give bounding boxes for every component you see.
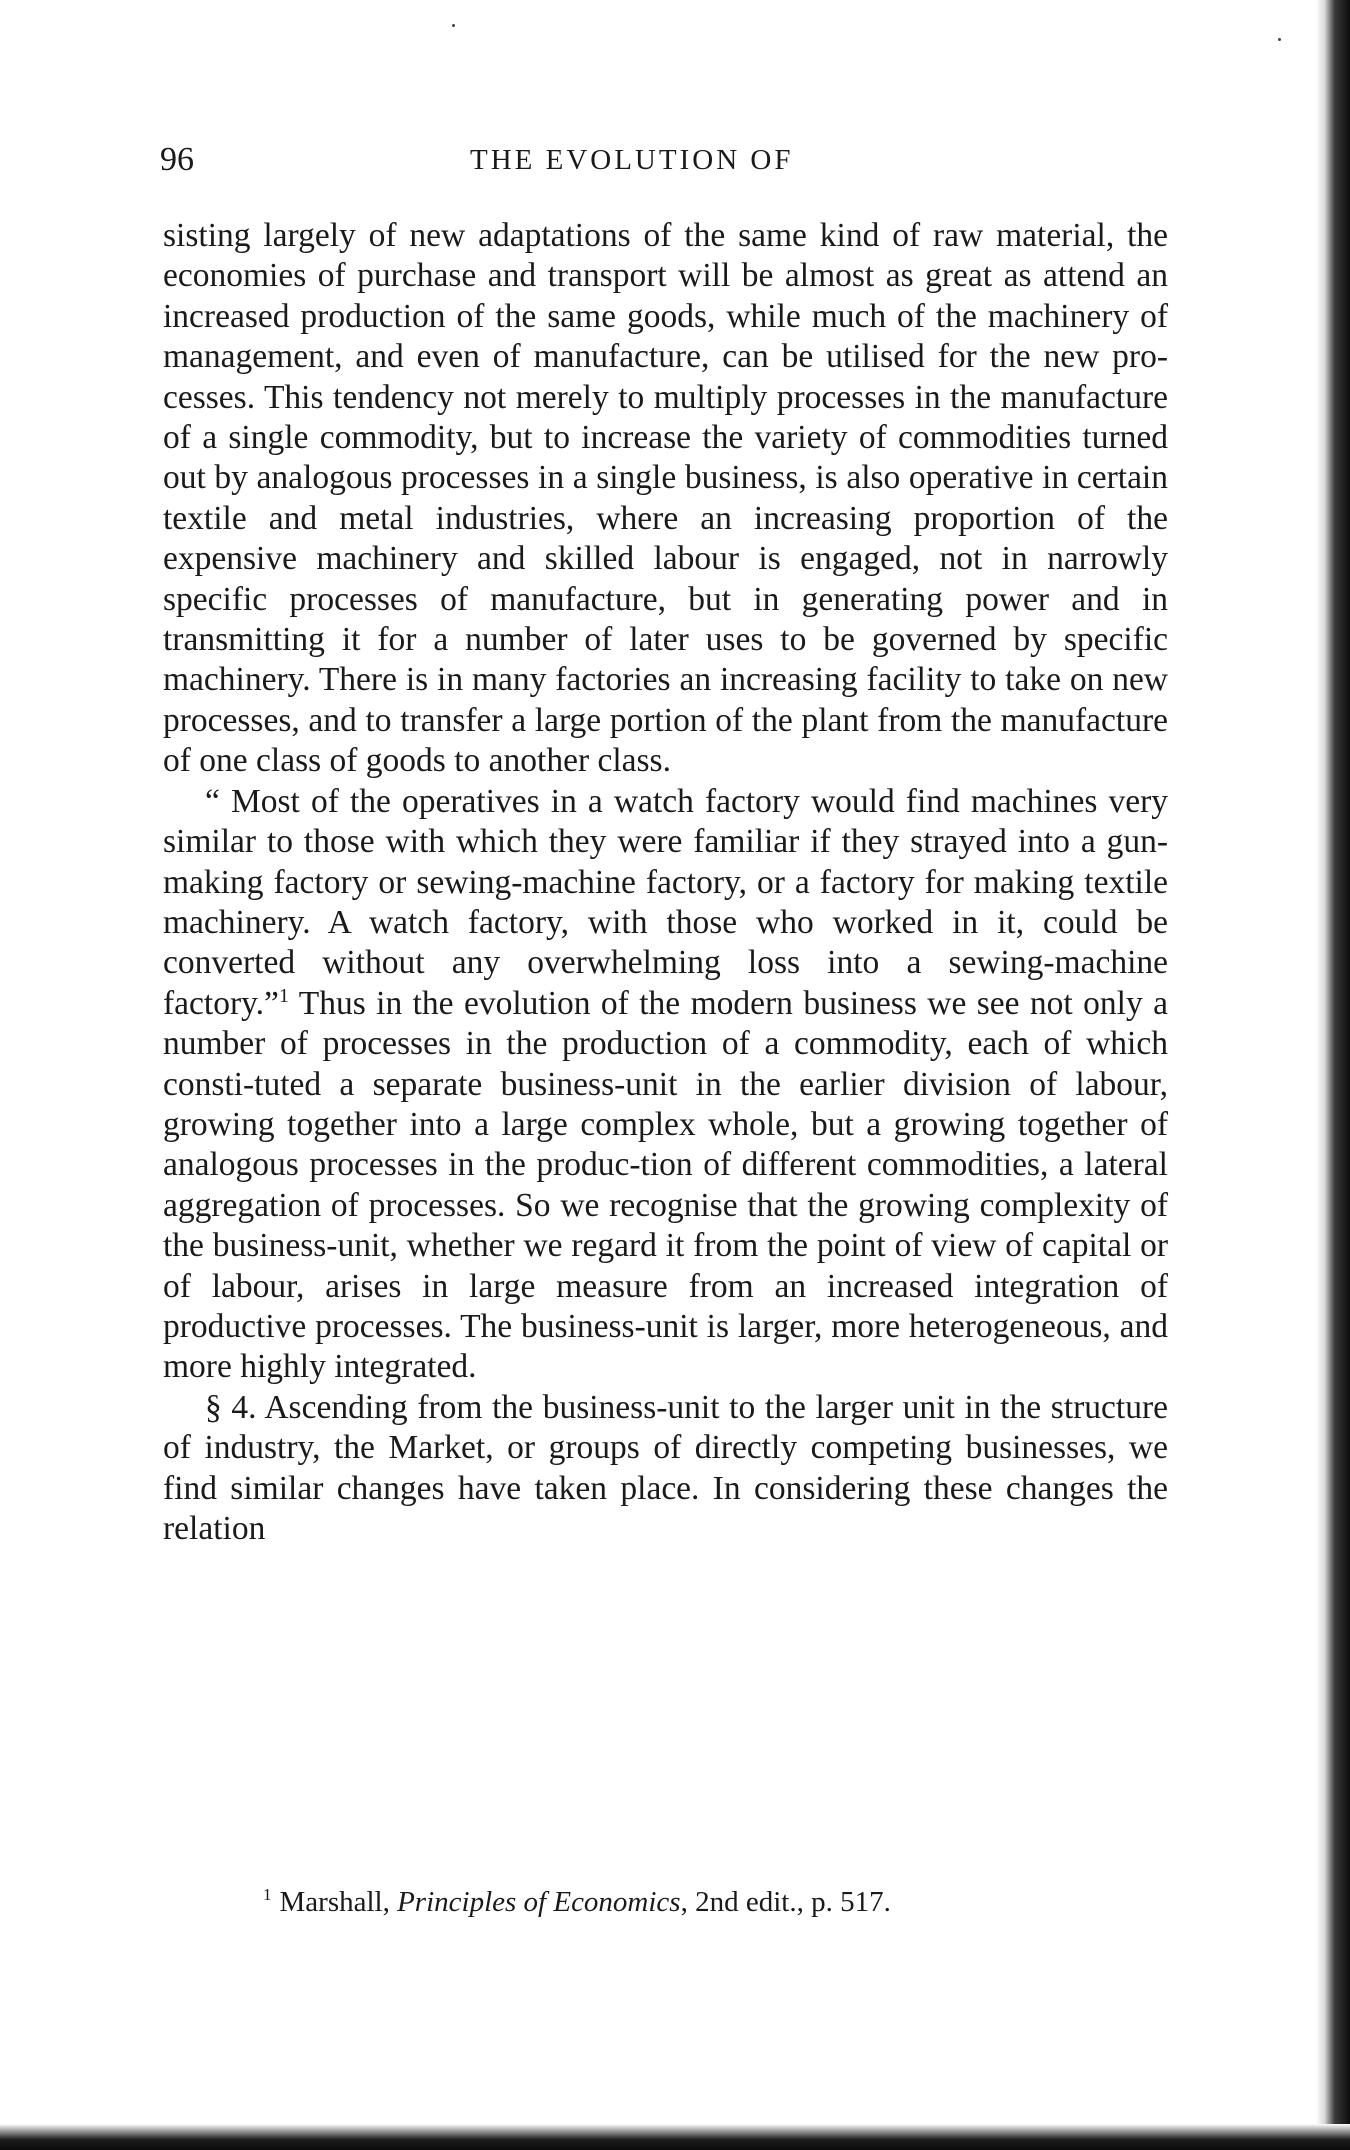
footnote (263, 1882, 1123, 1922)
quoted-passage: “ Most of the operatives in a watch factory would find machines very similar to those with which they were familiar if they strayed into a gun-making factory or sewing-machine factory, or a factory for making textile machinery. A watch factory, with those who worked in it, could be converted without any overwhelming loss into a sewing-machine factory.” (163, 782, 1168, 1022)
page-header (160, 135, 1170, 185)
paragraph-section-4: § 4. Ascending from the business-unit to the larger unit in the structure of industry, the Market, or groups of directly competing businesses, we find similar changes have taken place. In considering these changes the relation (163, 1388, 1168, 1547)
paragraph-text: Thus in the evolution of the modern business we see not only a number of processes in the production of a commodity, each of which consti-tuted a separate business-unit in the earlier division of labour, growing together into a large complex whole, but a growing together of analogous processes in the produc-tion of different commodities, a lateral aggregation of processes. So we recognise that the growing complexity of the business-unit, whether we regard it from the point of view of capital or of labour, arises in large measure from an increased integration of productive processes. The business-unit is larger, more heterogeneous, and more highly integrated. (163, 984, 1168, 1386)
scan-edge-shadow (1316, 0, 1350, 2150)
footnote-reference: 1 (278, 984, 289, 1007)
speck-mark (452, 24, 455, 27)
footnote-book-title: Principles of Economics (397, 1886, 681, 1918)
paragraph-continuation: sisting largely of new adaptations of the same kind of raw material, the economies of purchase and transport will be almost as great as attend an increased production of the same goods, while much of the machinery of management, and even of manufacture, can be utilised for the new pro-cesses. This tendency not merely to multiply processes in the manufacture of a single commodity, but to increase the variety of commodities turned out by analogous processes in a single business, is also operative in certain textile and metal industries, where an increasing proportion of the expensive machinery and skilled labour is engaged, not in narrowly specific processes of manufacture, but in generating power and in transmitting it for a number of later uses to be governed by specific machinery. There is in many factories an increasing facility to take on new processes, and to transfer a large portion of the plant from the manufacture of one class of goods to another class. (163, 217, 1168, 780)
page-number: 96 (160, 141, 194, 178)
speck-mark (1278, 38, 1281, 41)
footnote-marker: 1 (263, 1885, 272, 1905)
scan-bottom-shadow (0, 2124, 1350, 2150)
paragraph-quotation (163, 782, 1168, 1388)
running-head: THE EVOLUTION OF (470, 144, 794, 176)
body-text (163, 216, 1168, 1549)
footnote-edition: , 2nd edit., p. 517. (680, 1886, 891, 1918)
footnote-author: Marshall, (279, 1886, 398, 1918)
